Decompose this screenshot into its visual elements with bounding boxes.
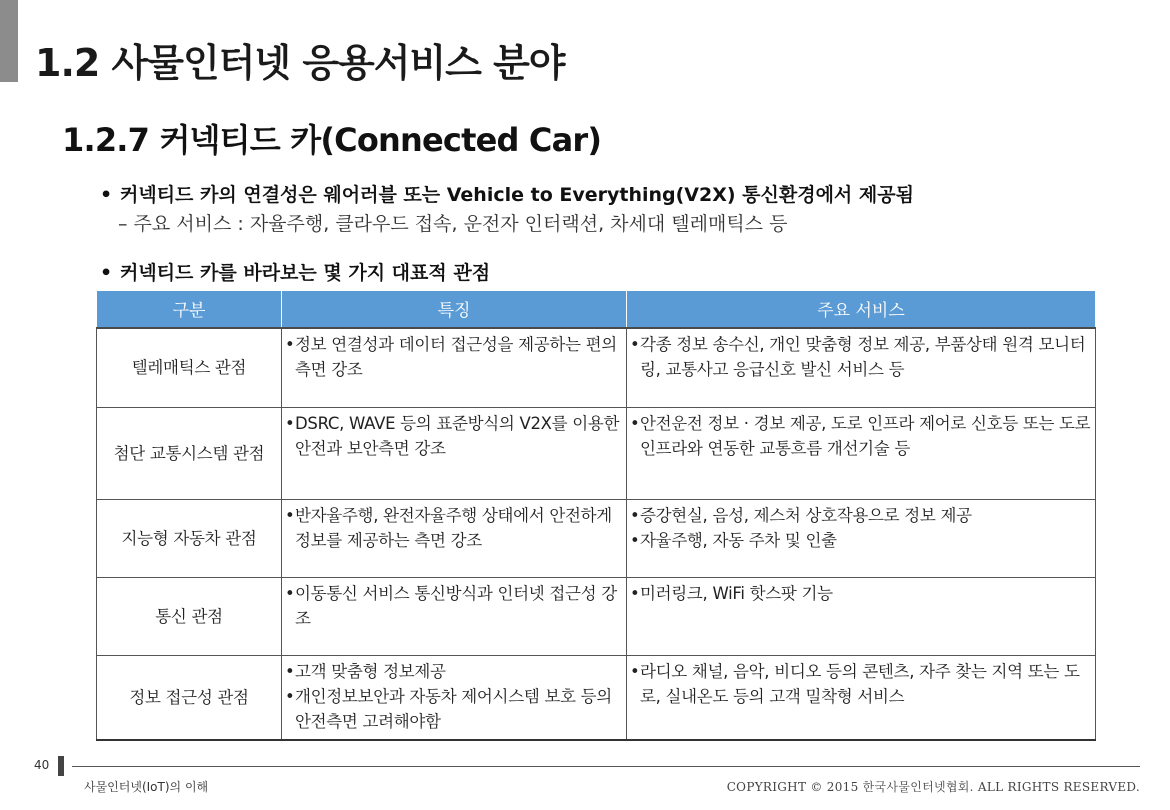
bullet-marker: • (630, 414, 640, 433)
cell-services (627, 578, 1096, 656)
services-item (630, 528, 1092, 553)
services-item (630, 503, 1092, 528)
cell-features (282, 408, 627, 500)
services-text: 증강현실, 음성, 제스처 상호작용으로 정보 제공 (640, 506, 972, 525)
features-item (285, 332, 623, 382)
bullet-connectivity (100, 180, 914, 207)
main-services-line: – 주요 서비스 : 자율주행, 클라우드 접속, 운전자 인터랙션, 차세대 텔레매틱스 등 (118, 213, 788, 235)
header-features: 특징 (282, 291, 627, 328)
cell-services (627, 500, 1096, 578)
cell-category: 텔레매틱스 관점 (97, 328, 282, 408)
bullet-marker: • (630, 584, 640, 603)
table-row (97, 408, 1096, 500)
services-text: 미러링크, WiFi 핫스팟 기능 (640, 584, 833, 603)
cell-services (627, 328, 1096, 408)
features-text: 고객 맞춤형 정보제공 (295, 662, 446, 681)
footer-copyright: COPYRIGHT © 2015 한국사물인터넷협회. ALL RIGHTS RESERVED. (726, 780, 1140, 794)
features-text: 개인정보보안과 자동차 제어시스템 보호 등의 안전측면 고려해야함 (295, 687, 612, 731)
table-row (97, 656, 1096, 740)
cell-category: 통신 관점 (97, 578, 282, 656)
table-header-row (97, 291, 1096, 328)
bullet-marker: • (630, 531, 640, 550)
bullet-marker: • (100, 184, 113, 206)
cell-category: 지능형 자동차 관점 (97, 500, 282, 578)
services-text: 안전운전 정보 · 경보 제공, 도로 인프라 제어로 신호등 또는 도로 인프라와 연동한 교통흐름 개선기술 등 (640, 414, 1091, 458)
services-item (630, 659, 1092, 709)
perspectives-table (96, 290, 1096, 741)
features-item (285, 581, 623, 631)
table-row (97, 578, 1096, 656)
bullet-marker: • (100, 262, 113, 284)
table-row (97, 328, 1096, 408)
bullet-marker: • (630, 662, 640, 681)
features-text: 정보 연결성과 데이터 접근성을 제공하는 편의 측면 강조 (295, 334, 617, 379)
header-services: 주요 서비스 (627, 291, 1096, 328)
page-number: 40 (34, 758, 50, 772)
features-text: DSRC, WAVE 등의 표준방식의 V2X를 이용한 안전과 보안측면 강조 (295, 414, 620, 458)
cell-features (282, 578, 627, 656)
footer-book-title: 사물인터넷(IoT)의 이해 (84, 780, 209, 794)
bullet-marker: • (630, 506, 640, 525)
footer-divider (72, 766, 1140, 767)
cell-features (282, 500, 627, 578)
bullet-marker: • (630, 334, 640, 354)
features-item (285, 684, 623, 734)
services-item (630, 581, 1092, 606)
bullet-marker: • (285, 414, 295, 433)
features-item (285, 411, 623, 461)
bullet-marker: • (285, 506, 295, 525)
cell-features (282, 656, 627, 740)
bullet-marker: • (285, 334, 295, 354)
services-text: 각종 정보 송수신, 개인 맞춤형 정보 제공, 부품상태 원격 모니터링, 교통사고 응급신호 발신 서비스 등 (640, 334, 1086, 379)
bullet-marker: • (285, 662, 295, 681)
bullet-text: 커넥티드 카를 바라보는 몇 가지 대표적 관점 (120, 262, 491, 284)
cell-features (282, 328, 627, 408)
bullet-perspectives (100, 258, 490, 285)
features-item (285, 659, 623, 684)
services-text: 라디오 채널, 음악, 비디오 등의 콘텐츠, 자주 찾는 지역 또는 도로, 실내온도 등의 고객 밀착형 서비스 (640, 662, 1080, 706)
bullet-text: 커넥티드 카의 연결성은 웨어러블 또는 Vehicle to Everything(V2X) 통신환경에서 제공됨 (120, 184, 914, 206)
features-text: 반자율주행, 완전자율주행 상태에서 안전하게 정보를 제공하는 측면 강조 (295, 506, 612, 550)
cell-category: 첨단 교통시스템 관점 (97, 408, 282, 500)
table-row (97, 500, 1096, 578)
services-item (630, 411, 1092, 461)
section-subtitle: 1.2.7 커넥티드 카(Connected Car) (62, 121, 602, 159)
services-text: 자율주행, 자동 주차 및 인출 (640, 531, 837, 550)
bullet-marker: • (285, 687, 295, 706)
header-category: 구분 (97, 291, 282, 328)
accent-bar (0, 0, 18, 82)
page-number-marker (58, 756, 64, 776)
features-text: 이동통신 서비스 통신방식과 인터넷 접근성 강조 (295, 584, 617, 628)
cell-category: 정보 접근성 관점 (97, 656, 282, 740)
cell-services (627, 408, 1096, 500)
bullet-marker: • (285, 584, 295, 603)
cell-services (627, 656, 1096, 740)
page-title: 1.2 사물인터넷 응용서비스 분야 (35, 41, 565, 85)
services-item (630, 332, 1092, 382)
features-item (285, 503, 623, 553)
